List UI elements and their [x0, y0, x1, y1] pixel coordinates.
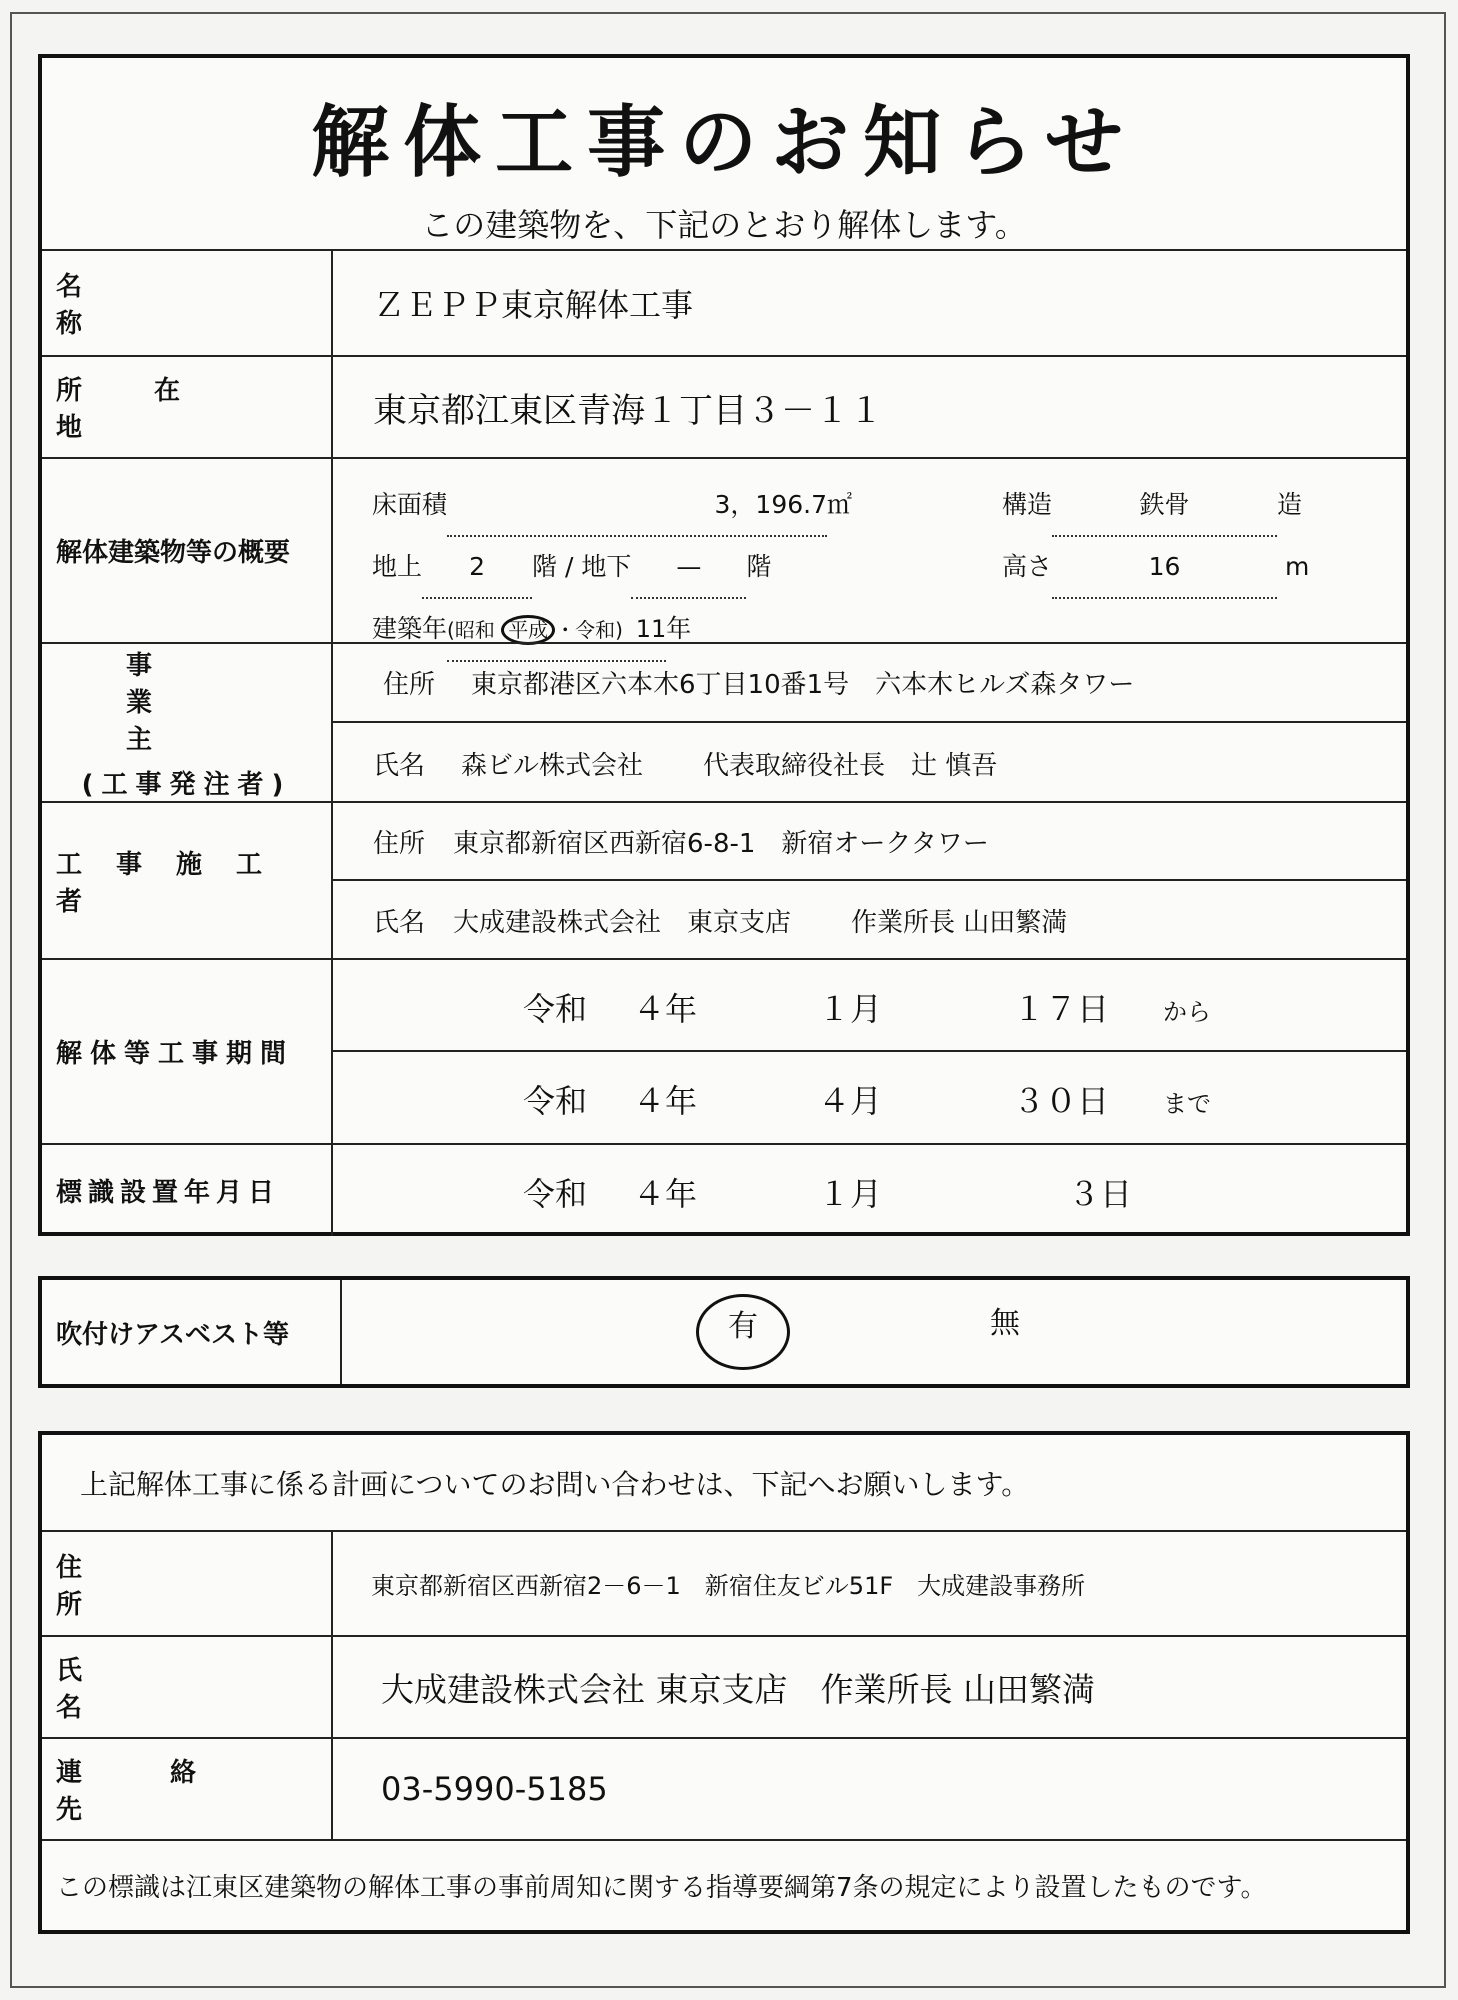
owner-name-row: [333, 723, 1406, 803]
main-table: [38, 54, 1410, 1236]
floors-below: —: [631, 537, 746, 599]
height-unit: m: [1284, 552, 1310, 581]
label-overview: 解体建築物等の概要: [42, 459, 333, 642]
contact-address: 東京都新宿区西新宿2－6－1 新宿住友ビル51F 大成建設事務所: [371, 1572, 1086, 1600]
owner-label-sub: (工事発注者): [81, 769, 292, 800]
end-suffix: まで: [1163, 1090, 1211, 1118]
floor-area-label: 床面積: [372, 490, 448, 519]
end-era: 令和: [523, 1082, 588, 1120]
asbestos-yes-circled: 有: [696, 1294, 790, 1370]
label-text: 名称: [56, 272, 253, 339]
period-start: [333, 960, 1406, 1052]
height: 16: [1052, 537, 1277, 599]
label-name: [42, 251, 333, 355]
overview-line-1: [372, 475, 1372, 537]
built-label: 建築年: [372, 614, 448, 643]
contact-name: 大成建設株式会社 東京支店 作業所長 山田繁満: [381, 1669, 1095, 1709]
overview-line-2: [372, 537, 1372, 599]
height-label: 高さ: [1002, 552, 1053, 581]
contact-intro: 上記解体工事に係る計画についてのお問い合わせは、下記へお願いします。: [80, 1468, 1030, 1501]
era-heisei-circled: 平成: [501, 615, 555, 645]
owner-name-label: 氏名: [373, 750, 426, 781]
below-label: / 地下: [564, 552, 632, 581]
row-location: [42, 355, 1406, 457]
contractor-address: 東京都新宿区西新宿6-8-1 新宿オークタワー: [453, 828, 989, 859]
label-contact-phone: 連絡先: [42, 1739, 333, 1839]
start-month: １月: [818, 990, 883, 1028]
footer-note: この標識は江東区建築物の解体工事の事前周知に関する指導要綱第7条の規定により設置したものです。: [56, 1873, 1267, 1903]
project-name: ＺＥＰＰ東京解体工事: [373, 286, 694, 324]
owner-address: 東京都港区六本木6丁目10番1号 六本木ヒルズ森タワー: [471, 670, 1135, 700]
above-label: 地上: [372, 552, 423, 581]
era-showa: (昭和: [447, 618, 495, 642]
owner-address-label: 住所: [383, 670, 436, 700]
label-sign-date: 標識設置年月日: [42, 1145, 333, 1236]
floor-unit: 階: [532, 552, 558, 581]
row-sign-date: [42, 1143, 1406, 1236]
floor-area-unit: ㎡: [827, 490, 853, 519]
label-period: 解体等工事期間: [42, 960, 333, 1143]
row-period: [42, 958, 1406, 1143]
contractor-address-label: 住所: [373, 828, 426, 859]
sign-month: １月: [818, 1175, 883, 1213]
label-location: 所在地: [42, 357, 333, 457]
asbestos-table: [38, 1276, 1410, 1388]
page-title: 解体工事のお知らせ: [311, 97, 1137, 188]
subtitle: この建築物を、下記のとおり解体します。: [421, 206, 1027, 244]
row-overview: [42, 457, 1406, 642]
row-contractor: [42, 801, 1406, 958]
structure-suffix: 造: [1277, 490, 1303, 519]
year-unit: 年: [666, 614, 692, 643]
contractor-name: 大成建設株式会社 東京支店: [453, 908, 792, 938]
owner-representative: 代表取締役社長 辻 慎吾: [703, 750, 998, 781]
sign-day: ３日: [1068, 1175, 1133, 1213]
row-contact-phone: [42, 1737, 1406, 1839]
structure: 鉄骨: [1052, 475, 1277, 537]
owner-name: 森ビル株式会社: [461, 750, 644, 781]
label-contact-name: 氏名: [42, 1637, 333, 1737]
label-owner: [42, 644, 333, 801]
floors-above: 2: [422, 537, 532, 599]
row-contact-name: [42, 1635, 1406, 1737]
start-day: １７日: [1013, 990, 1110, 1028]
owner-address-row: [333, 644, 1406, 723]
floor-unit: 階: [746, 552, 772, 581]
period-end: [333, 1052, 1406, 1145]
sign-era: 令和: [523, 1175, 588, 1213]
location-value: 東京都江東区青海１丁目３－１１: [373, 390, 883, 431]
contact-table: [38, 1431, 1410, 1934]
structure-label: 構造: [1002, 490, 1053, 519]
row-owner: [42, 642, 1406, 801]
owner-label: 事業主: [126, 650, 223, 755]
built-year: 11: [635, 615, 667, 643]
contractor-name-label: 氏名: [373, 908, 426, 938]
end-year: ４年: [633, 1082, 698, 1120]
start-era: 令和: [523, 990, 588, 1028]
title-section: [42, 58, 1406, 249]
start-year: ４年: [633, 990, 698, 1028]
start-suffix: から: [1163, 998, 1211, 1026]
asbestos-no: 無: [990, 1306, 1020, 1341]
sign-year: ４年: [633, 1175, 698, 1213]
contractor-address-row: [333, 803, 1406, 881]
sign-date-value: [333, 1145, 1406, 1236]
era-reiwa: ・令和): [555, 618, 623, 642]
label-contact-address: 住所: [42, 1532, 333, 1635]
end-month: ４月: [818, 1082, 883, 1120]
contractor-name-row: [333, 881, 1406, 960]
row-name: [42, 249, 1406, 355]
floor-area: 3，196.7: [447, 475, 827, 537]
label-contractor: 工事施工者: [42, 803, 333, 958]
contractor-manager: 作業所長 山田繁満: [851, 908, 1068, 938]
row-contact-address: [42, 1530, 1406, 1635]
footer-note-row: [42, 1839, 1406, 1930]
overview-details: [372, 475, 1372, 662]
contact-phone: 03-5990-5185: [381, 1770, 608, 1808]
end-day: ３０日: [1013, 1082, 1110, 1120]
label-asbestos: 吹付けアスベスト等: [42, 1280, 342, 1384]
